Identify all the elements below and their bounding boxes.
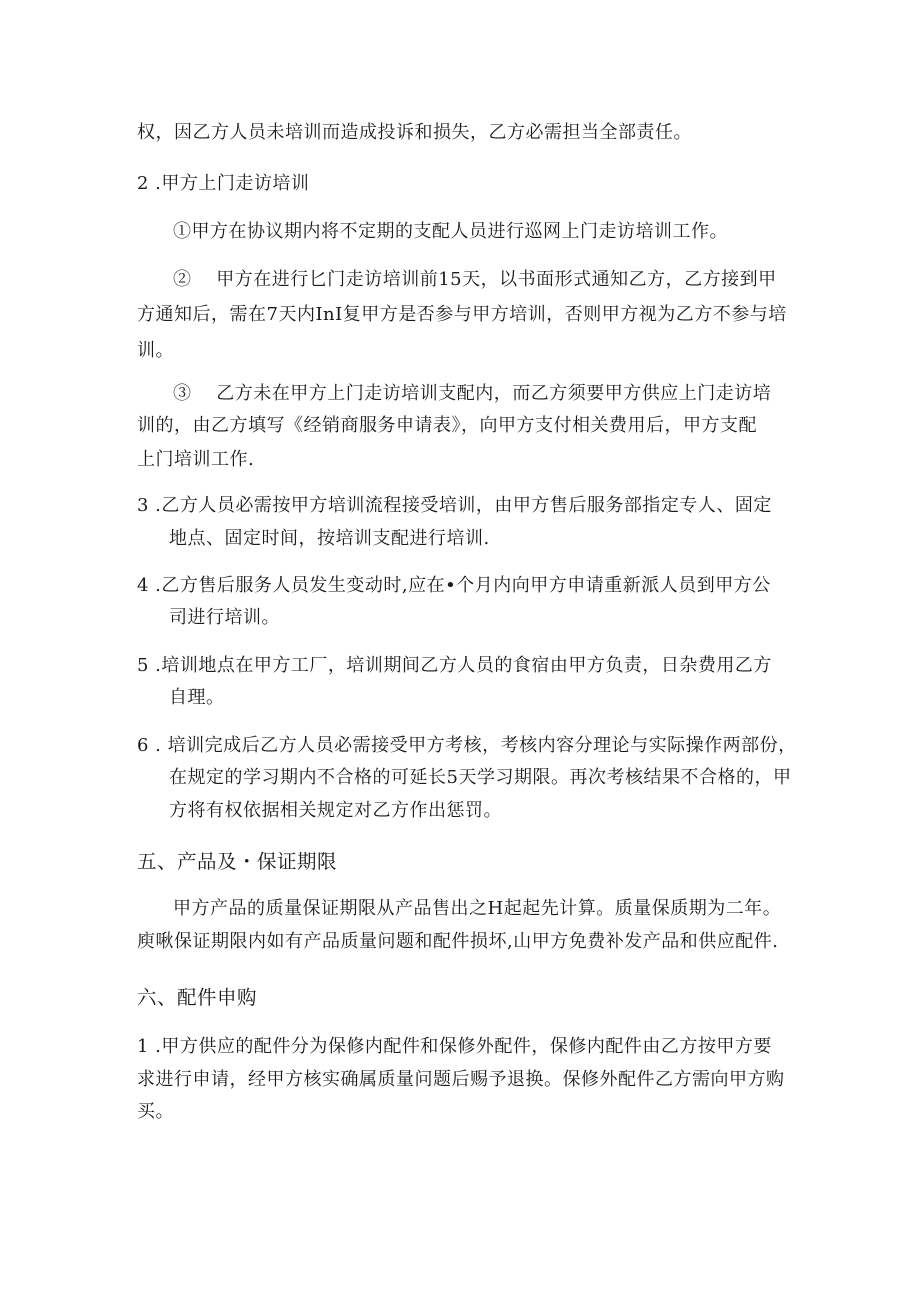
list-item-3: 3 .乙方人员必需按甲方培训流程接受培训，由甲方售后服务部指定专人、固定 xyxy=(137,495,772,516)
paragraph-line: 上门培训工作. xyxy=(137,449,255,470)
section-heading-5: 五、产品及・保证期限 xyxy=(137,850,338,873)
section-heading-6: 六、配件申购 xyxy=(137,986,258,1009)
list-item-5: 5 .培训地点在甲方工厂，培训期间乙方人员的食宿由甲方负责，日杂费用乙方 xyxy=(137,655,772,676)
paragraph-line: 方将有权依据相关规定对乙方作出惩罚。 xyxy=(169,800,502,821)
paragraph-line: 买。 xyxy=(137,1101,174,1122)
paragraph-line: 在规定的学习期内不合格的可延长5天学习期限。再次考核结果不合格的，甲 xyxy=(169,767,792,788)
paragraph-line: 庾啾保证期限内如有产品质量问题和配件损坏,山甲方免费补发产品和供应配件. xyxy=(137,931,779,952)
paragraph-line: 训。 xyxy=(137,340,174,361)
paragraph-line: ①甲方在协议期内将不定期的支配人员进行巡网上门走访培训工作。 xyxy=(173,221,728,242)
list-item-4: 4 .乙方售后服务人员发生变动时,应在•个月内向甲方申请重新派人员到甲方公 xyxy=(137,575,771,596)
list-item-2-title: 2 .甲方上门走访培训 xyxy=(137,173,310,194)
paragraph-line: 司进行培训。 xyxy=(169,607,280,628)
list-item-6: 6 . 培训完成后乙方人员必需接受甲方考核，考核内容分理论与实际操作两部份， xyxy=(137,735,797,756)
paragraph-line: ② 甲方在进行匕门走访培训前15天，以书面形式通知乙方，乙方接到甲 xyxy=(173,269,777,290)
paragraph-line: 训的，由乙方填写《经销商服务申请表》，向甲方支付相关费用后，甲方支配 xyxy=(137,415,757,436)
paragraph-line: ③ 乙方未在甲方上门走访培训支配内，而乙方须要甲方供应上门走访培 xyxy=(173,383,772,404)
paragraph-line: 自理。 xyxy=(169,687,225,708)
paragraph-line: 求进行申请，经甲方核实确属质量问题后赐予退换。保修外配件乙方需向甲方购 xyxy=(137,1069,785,1090)
paragraph-line: 方通知后，需在7天内InI复甲方是否参与甲方培训，否则甲方视为乙方不参与培 xyxy=(137,304,787,325)
list-item-1: 1 .甲方供应的配件分为保修内配件和保修外配件，保修内配件由乙方按甲方要 xyxy=(137,1036,772,1057)
paragraph-line: 权，因乙方人员未培训而造成投诉和损失，乙方必需担当全部责任。 xyxy=(137,122,692,143)
paragraph-line: 甲方产品的质量保证期限从产品售出之H起起先计算。质量保质期为二年。 xyxy=(173,898,782,919)
paragraph-line: 地点、固定时间，按培训支配进行培训. xyxy=(169,528,490,549)
